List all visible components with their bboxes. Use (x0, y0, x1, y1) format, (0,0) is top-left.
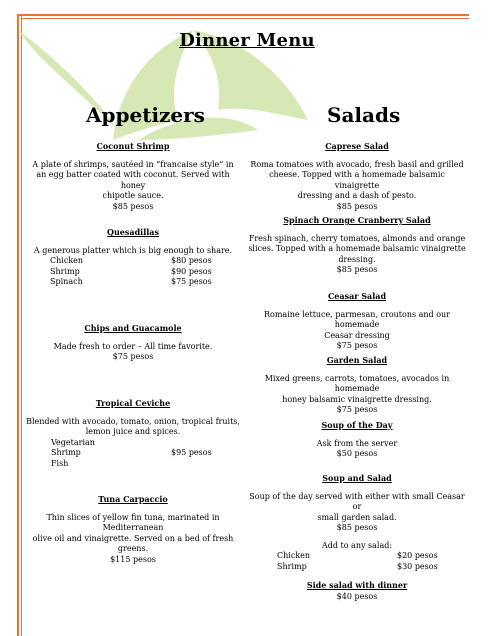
item-desc-line: Ask from the server (316, 438, 398, 448)
item-name: Spinach Orange Cranberry Salad (283, 215, 431, 225)
item-name: Soup and Salad (322, 473, 392, 483)
item-name: Side salad with dinner (306, 580, 408, 590)
item-desc-line: honey balsamic vinaigrette dressing. (282, 394, 432, 404)
option-label: Shrimp (50, 266, 80, 276)
option-price: $80 pesos (171, 256, 212, 265)
item-price: $85 pesos (112, 201, 154, 211)
item-name: Caprese Salad (325, 141, 389, 151)
item-desc-line: cheese. Topped with a homemade balsamic vinaigrette (269, 170, 445, 190)
menu-item-caprese-salad (246, 141, 468, 212)
menu-item-ceasar-salad (246, 291, 468, 352)
item-name: Garden Salad (326, 355, 388, 365)
menu-item-chips-guacamole (26, 323, 240, 363)
option-label: Spinach (50, 277, 83, 286)
item-name: Chips and Guacamole (84, 323, 182, 333)
item-desc-line: A plate of shrimps, sautéed in “francaise style” in (32, 159, 234, 169)
option-row (26, 438, 240, 449)
item-name: Tropical Ceviche (95, 398, 171, 408)
item-desc-line: Ceasar dressing (324, 330, 390, 340)
salads-heading: Salads (327, 103, 401, 127)
item-desc-line: small garden salad. (317, 512, 397, 522)
item-price: $50 pesos (336, 449, 378, 458)
item-price: $85 pesos (336, 265, 378, 274)
option-label: Vegetarian (51, 437, 95, 447)
option-price: $75 pesos (171, 277, 212, 286)
item-name: Coconut Shrimp (96, 141, 170, 151)
item-desc-line: olive oil and vinaigrette. Served on a bed of fresh greens. (32, 533, 234, 553)
option-price: $95 pesos (171, 448, 212, 457)
option-row (246, 551, 468, 562)
item-price: $115 pesos (110, 554, 156, 564)
item-name: Soup of the Day (321, 420, 393, 430)
menu-item-tuna-carpaccio (26, 494, 240, 565)
item-name: Ceasar Salad (327, 291, 387, 301)
item-name: Tuna Carpaccio (98, 494, 168, 504)
item-desc-line: Romaine lettuce, parmesan, croutons and our homemade (264, 309, 450, 329)
option-label: Chicken (50, 256, 84, 265)
item-price: $40 pesos (336, 591, 378, 601)
item-price: $85 pesos (336, 201, 378, 211)
option-price: $20 pesos (397, 551, 438, 560)
option-row (26, 277, 240, 288)
item-desc-line: Made fresh to order – All time favorite. (53, 341, 213, 351)
item-price: $75 pesos (336, 341, 378, 350)
item-desc-line: Soup of the day served with either with small Ceasar or (249, 491, 465, 511)
option-label: Shrimp (51, 448, 81, 457)
item-desc-line: Blended with avocado, tomato, onion, tropical fruits, (26, 416, 240, 426)
menu-item-side-salad (246, 580, 468, 602)
item-desc-line: Fresh spinach, cherry tomatoes, almonds and orange (248, 233, 466, 243)
option-row (26, 459, 240, 470)
option-label: Shrimp (277, 561, 307, 571)
menu-item-coconut-shrimp (26, 141, 240, 212)
item-desc-line: slices. Topped with a homemade balsamic vinaigrette (248, 244, 466, 253)
item-desc-line: dressing and a dash of pesto. (297, 191, 417, 200)
option-price: $90 pesos (171, 266, 212, 276)
option-row (26, 256, 240, 267)
menu-item-spinach-orange-cranberry-salad (246, 215, 468, 276)
item-desc-line: lemon juice and spices. (85, 427, 181, 436)
item-name: Quesadillas (107, 227, 159, 237)
page-title: Dinner Menu (179, 30, 315, 51)
item-desc-line: Roma tomatoes with avocado, fresh basil and grilled (250, 159, 464, 169)
menu-item-quesadillas (26, 227, 240, 288)
menu-item-soup-and-salad (246, 473, 468, 572)
option-label: Chicken (277, 551, 311, 560)
appetizers-heading: Appetizers (86, 103, 205, 127)
page-border-top-inner (21, 18, 469, 19)
page-border-top (17, 14, 469, 16)
option-row (246, 562, 468, 573)
addon-title: Add to any salad: (321, 540, 393, 550)
menu-item-soup-of-the-day (246, 420, 468, 460)
option-row (26, 448, 240, 459)
item-desc-line: dressing. (338, 254, 376, 264)
item-desc-line: chipotle sauce. (102, 191, 164, 200)
item-price: $75 pesos (112, 352, 154, 361)
menu-item-garden-salad (246, 355, 468, 416)
option-label: Fish (51, 458, 69, 468)
option-price: $30 pesos (397, 561, 438, 571)
option-row (26, 267, 240, 278)
item-price: $75 pesos (336, 405, 378, 414)
item-desc-line: A generous platter which is big enough to share. (33, 245, 233, 255)
item-price: $85 pesos (336, 523, 378, 532)
item-desc-line: Mixed greens, carrots, tomatoes, avocados in homemade (264, 373, 450, 393)
item-desc-line: Thin slices of yellow fin tuna, marinated in Mediterranean (46, 512, 220, 532)
menu-item-tropical-ceviche (26, 398, 240, 469)
item-desc-line: an egg batter coated with coconut. Served with honey (36, 170, 230, 190)
